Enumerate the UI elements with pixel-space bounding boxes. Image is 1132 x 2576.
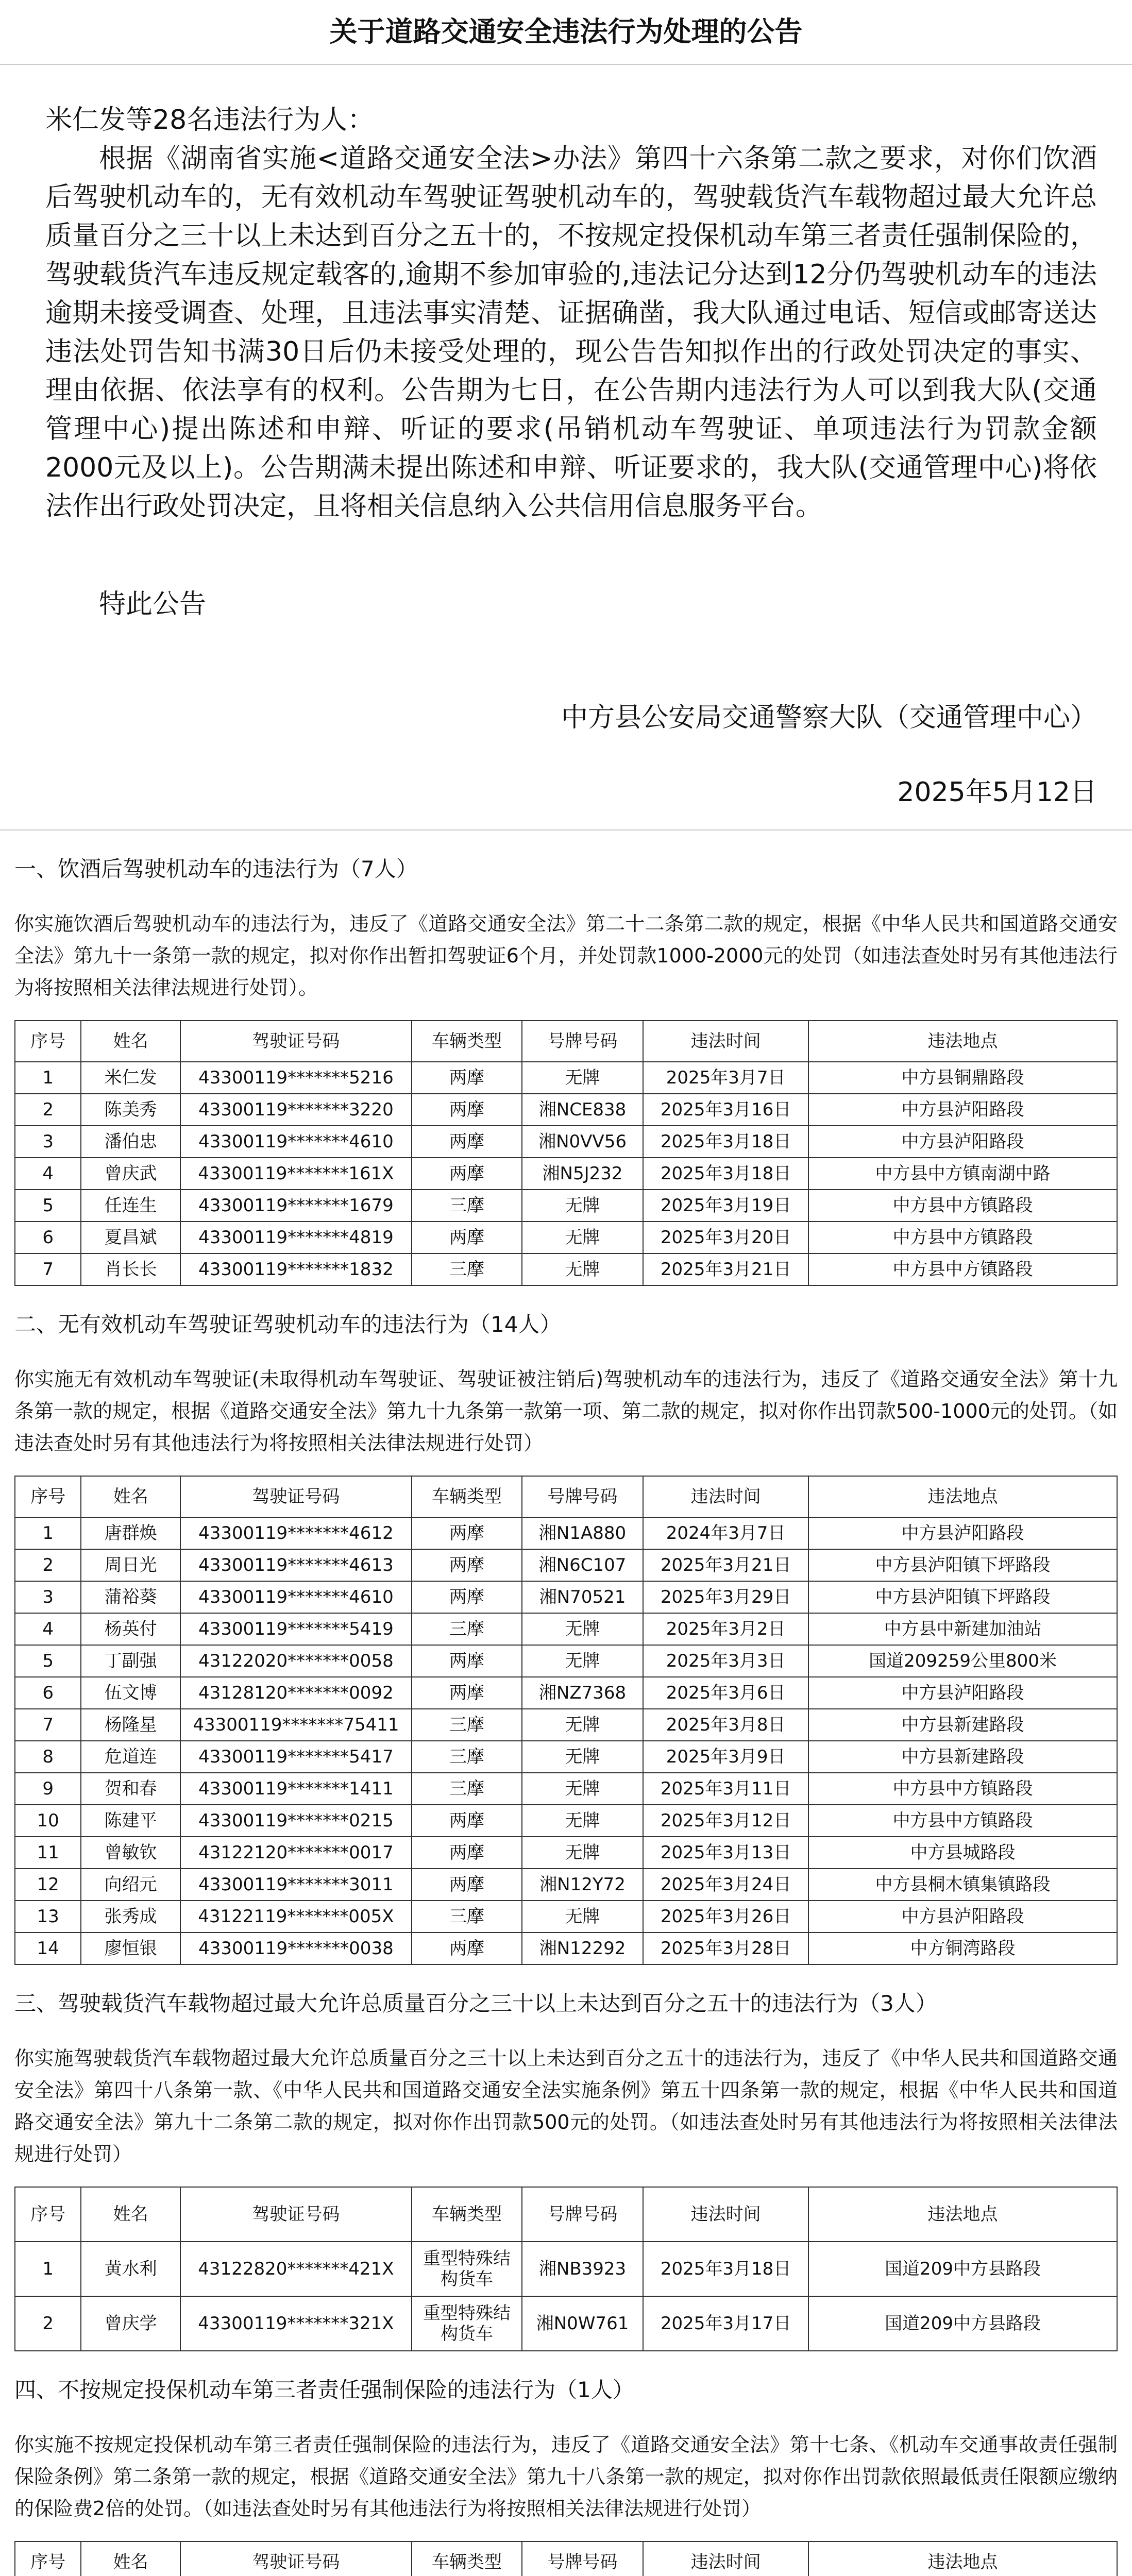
column-header-time: 违法时间: [643, 2541, 808, 2576]
seq-cell: 2: [15, 1549, 81, 1581]
time-cell: 2025年3月16日: [643, 1094, 808, 1126]
column-header-place: 违法地点: [808, 1021, 1117, 1062]
place-cell: 中方县中方镇路段: [808, 1253, 1117, 1285]
table-row: [15, 1901, 1117, 1933]
column-header-name: 姓名: [81, 2541, 180, 2576]
vehicle-type-cell: 两摩: [412, 1222, 522, 1253]
vehicle-type-cell: 重型特殊结构货车: [412, 2242, 522, 2296]
column-header-plate: 号牌号码: [522, 1476, 643, 1517]
place-cell: 中方县铜鼎路段: [808, 1062, 1117, 1094]
name-cell: 蒲裕葵: [81, 1581, 180, 1613]
vehicle-type-cell: 三摩: [412, 1613, 522, 1645]
place-cell: 中方县中方镇路段: [808, 1805, 1117, 1837]
seq-cell: 9: [15, 1773, 81, 1805]
place-cell: 中方县城路段: [808, 1837, 1117, 1869]
license-cell: 43300119*******4610: [180, 1126, 412, 1158]
plate-cell: 湘N6C107: [522, 1549, 643, 1581]
place-cell: 中方县泸阳路段: [808, 1901, 1117, 1933]
violation-table: [14, 2541, 1118, 2576]
table-row: [15, 1549, 1117, 1581]
salutation: 米仁发等28名违法行为人：: [45, 105, 375, 135]
table-row: [15, 1517, 1117, 1549]
table-row: [15, 1190, 1117, 1222]
place-cell: 中方县泸阳路段: [808, 1126, 1117, 1158]
vehicle-type-cell: 三摩: [412, 1190, 522, 1222]
license-cell: 43300119*******4819: [180, 1222, 412, 1253]
column-header-time: 违法时间: [643, 1021, 808, 1062]
seq-cell: 10: [15, 1805, 81, 1837]
violation-sections: [14, 853, 1118, 2576]
section-description: 你实施饮酒后驾驶机动车的违法行为，违反了《道路交通安全法》第二十二条第二款的规定，根据《中华人民共和国道路交通安全法》第九十一条第一款的规定，拟对你作出暂扣驾驶证6个月，并处罚款1000-2000元的处罚（如违法查处时另有其他违法行为将按照相关法律法规进行处罚）。: [14, 912, 1118, 999]
column-header-vehicle-type: 车辆类型: [412, 2187, 522, 2242]
vehicle-type-cell: 三摩: [412, 1709, 522, 1741]
column-header-vehicle-type: 车辆类型: [412, 2541, 522, 2576]
time-cell: 2025年3月21日: [643, 1549, 808, 1581]
name-cell: 米仁发: [81, 1062, 180, 1094]
section-description: 你实施无有效机动车驾驶证(未取得机动车驾驶证、驾驶证被注销后)驾驶机动车的违法行为，违反了《道路交通安全法》第十九条第一款的规定，根据《道路交通安全法》第九十九条第一款第一项、第二款的规定，拟对你作出罚款500-1000元的处罚。（如违法查处时另有其他违法行为将按照相关法律法规进行处罚）: [14, 1368, 1118, 1454]
name-cell: 潘伯忠: [81, 1126, 180, 1158]
license-cell: 43300119*******161X: [180, 1158, 412, 1190]
place-cell: 国道209中方县路段: [808, 2242, 1117, 2296]
name-cell: 丁副强: [81, 1645, 180, 1677]
violation-section: [14, 1309, 1118, 1965]
name-cell: 杨隆星: [81, 1709, 180, 1741]
issue-date: 2025年5月12日: [897, 777, 1097, 808]
plate-cell: 湘NZ7368: [522, 1677, 643, 1709]
table-row: [15, 1581, 1117, 1613]
place-cell: 中方县泸阳路段: [808, 1094, 1117, 1126]
time-cell: 2025年3月3日: [643, 1645, 808, 1677]
violation-section: [14, 853, 1118, 1286]
name-cell: 陈美秀: [81, 1094, 180, 1126]
section-description: 你实施不按规定投保机动车第三者责任强制保险的违法行为，违反了《道路交通安全法》第十七条、《机动车交通事故责任强制保险条例》第二条第一款的规定，根据《道路交通安全法》第九十八条第一款的规定，拟对你作出罚款依照最低责任限额应缴纳的保险费2倍的处罚。（如违法查处时另有其他违法行为将按照相关法律法规进行处罚）: [14, 2433, 1118, 2520]
time-cell: 2025年3月18日: [643, 1158, 808, 1190]
table-row: [15, 1869, 1117, 1901]
seq-cell: 13: [15, 1901, 81, 1933]
table-header-row: [15, 1021, 1117, 1062]
table-row: [15, 1253, 1117, 1285]
place-cell: 国道209中方县路段: [808, 2296, 1117, 2351]
time-cell: 2025年3月20日: [643, 1222, 808, 1253]
table-row: [15, 2296, 1117, 2351]
license-cell: 43128120*******0092: [180, 1677, 412, 1709]
name-cell: 廖恒银: [81, 1933, 180, 1964]
time-cell: 2025年3月12日: [643, 1805, 808, 1837]
plate-cell: 无牌: [522, 1741, 643, 1773]
time-cell: 2025年3月18日: [643, 1126, 808, 1158]
vehicle-type-cell: 两摩: [412, 1158, 522, 1190]
place-cell: 中方县泸阳镇下坪路段: [808, 1549, 1117, 1581]
column-header-seq: 序号: [15, 2541, 81, 2576]
vehicle-type-cell: 两摩: [412, 1677, 522, 1709]
license-cell: 43122020*******0058: [180, 1645, 412, 1677]
place-cell: 中方县泸阳路段: [808, 1517, 1117, 1549]
plate-cell: 无牌: [522, 1805, 643, 1837]
time-cell: 2025年3月29日: [643, 1581, 808, 1613]
place-cell: 中方县桐木镇集镇路段: [808, 1869, 1117, 1901]
table-row: [15, 1222, 1117, 1253]
signature-block: [14, 699, 1118, 812]
license-cell: 43300119*******0038: [180, 1933, 412, 1964]
time-cell: 2025年3月2日: [643, 1613, 808, 1645]
name-cell: 曾庆学: [81, 2296, 180, 2351]
table-row: [15, 1773, 1117, 1805]
license-cell: 43300119*******4612: [180, 1517, 412, 1549]
vehicle-type-cell: 三摩: [412, 1741, 522, 1773]
name-cell: 陈建平: [81, 1805, 180, 1837]
table-row: [15, 1062, 1117, 1094]
time-cell: 2025年3月28日: [643, 1933, 808, 1964]
place-cell: 中方铜湾路段: [808, 1933, 1117, 1964]
column-header-license: 驾驶证号码: [180, 1476, 412, 1517]
name-cell: 向绍元: [81, 1869, 180, 1901]
name-cell: 曾敏钦: [81, 1837, 180, 1869]
license-cell: 43122119*******005X: [180, 1901, 412, 1933]
table-row: [15, 1613, 1117, 1645]
section-title: 三、驾驶载货汽车载物超过最大允许总质量百分之三十以上未达到百分之五十的违法行为（3人）: [14, 1991, 937, 2016]
time-cell: 2025年3月17日: [643, 2296, 808, 2351]
plate-cell: 湘NB3923: [522, 2242, 643, 2296]
column-header-place: 违法地点: [808, 2541, 1117, 2576]
place-cell: 中方县中方镇路段: [808, 1190, 1117, 1222]
plate-cell: 湘N5J232: [522, 1158, 643, 1190]
seq-cell: 5: [15, 1645, 81, 1677]
column-header-seq: 序号: [15, 1021, 81, 1062]
place-cell: 中方县中方镇路段: [808, 1773, 1117, 1805]
seq-cell: 3: [15, 1126, 81, 1158]
name-cell: 张秀成: [81, 1901, 180, 1933]
column-header-vehicle-type: 车辆类型: [412, 1476, 522, 1517]
time-cell: 2025年3月11日: [643, 1773, 808, 1805]
time-cell: 2025年3月6日: [643, 1677, 808, 1709]
plate-cell: 无牌: [522, 1709, 643, 1741]
column-header-name: 姓名: [81, 1476, 180, 1517]
seq-cell: 7: [15, 1709, 81, 1741]
time-cell: 2025年3月8日: [643, 1709, 808, 1741]
seq-cell: 1: [15, 1062, 81, 1094]
time-cell: 2025年3月19日: [643, 1190, 808, 1222]
license-cell: 43300119*******75411: [180, 1709, 412, 1741]
plate-cell: 湘N12292: [522, 1933, 643, 1964]
plate-cell: 无牌: [522, 1645, 643, 1677]
license-cell: 43300119*******4610: [180, 1581, 412, 1613]
section-title: 二、无有效机动车驾驶证驾驶机动车的违法行为（14人）: [14, 1312, 562, 1337]
plate-cell: 无牌: [522, 1773, 643, 1805]
plate-cell: 无牌: [522, 1253, 643, 1285]
seq-cell: 4: [15, 1158, 81, 1190]
plate-cell: 湘NCE838: [522, 1094, 643, 1126]
violation-section: [14, 1988, 1118, 2351]
plate-cell: 无牌: [522, 1837, 643, 1869]
plate-cell: 湘N12Y72: [522, 1869, 643, 1901]
place-cell: 中方县泸阳镇下坪路段: [808, 1581, 1117, 1613]
vehicle-type-cell: 重型特殊结构货车: [412, 2296, 522, 2351]
license-cell: 43300119*******4613: [180, 1549, 412, 1581]
place-cell: 中方县泸阳路段: [808, 1677, 1117, 1709]
column-header-license: 驾驶证号码: [180, 2187, 412, 2242]
seq-cell: 6: [15, 1677, 81, 1709]
column-header-time: 违法时间: [643, 2187, 808, 2242]
notice-body: [14, 65, 1118, 624]
license-cell: 43300119*******3220: [180, 1094, 412, 1126]
vehicle-type-cell: 三摩: [412, 1901, 522, 1933]
table-header-row: [15, 2541, 1117, 2576]
section-description: 你实施驾驶载货汽车载物超过最大允许总质量百分之三十以上未达到百分之五十的违法行为，违反了《中华人民共和国道路交通安全法》第四十八条第一款、《中华人民共和国道路交通安全法实施条例》第五十四条第一款的规定，根据《中华人民共和国道路交通安全法》第九十二条第二款的规定，拟对你作出罚款500元的处罚。（如违法查处时另有其他违法行为将按照相关法律法规进行处罚）: [14, 2047, 1118, 2165]
table-row: [15, 2242, 1117, 2296]
plate-cell: 湘N0W761: [522, 2296, 643, 2351]
name-cell: 周日光: [81, 1549, 180, 1581]
column-header-seq: 序号: [15, 2187, 81, 2242]
table-header-row: [15, 2187, 1117, 2242]
license-cell: 43300119*******1411: [180, 1773, 412, 1805]
vehicle-type-cell: 两摩: [412, 1645, 522, 1677]
time-cell: 2025年3月9日: [643, 1741, 808, 1773]
section-title: 一、饮酒后驾驶机动车的违法行为（7人）: [14, 856, 418, 882]
license-cell: 43300119*******0215: [180, 1805, 412, 1837]
table-row: [15, 1837, 1117, 1869]
table-row: [15, 1741, 1117, 1773]
column-header-plate: 号牌号码: [522, 2187, 643, 2242]
seq-cell: 4: [15, 1613, 81, 1645]
license-cell: 43122820*******421X: [180, 2242, 412, 2296]
table-row: [15, 1933, 1117, 1964]
column-header-name: 姓名: [81, 2187, 180, 2242]
place-cell: 中方县中方镇南湖中路: [808, 1158, 1117, 1190]
name-cell: 杨英付: [81, 1613, 180, 1645]
name-cell: 危道连: [81, 1741, 180, 1773]
plate-cell: 无牌: [522, 1901, 643, 1933]
vehicle-type-cell: 两摩: [412, 1062, 522, 1094]
seq-cell: 12: [15, 1869, 81, 1901]
seq-cell: 8: [15, 1741, 81, 1773]
plate-cell: 湘N0VV56: [522, 1126, 643, 1158]
time-cell: 2025年3月24日: [643, 1869, 808, 1901]
plate-cell: 无牌: [522, 1222, 643, 1253]
violation-table: [14, 1020, 1118, 1286]
plate-cell: 湘N70521: [522, 1581, 643, 1613]
license-cell: 43300119*******1679: [180, 1190, 412, 1222]
seq-cell: 7: [15, 1253, 81, 1285]
vehicle-type-cell: 两摩: [412, 1549, 522, 1581]
vehicle-type-cell: 两摩: [412, 1933, 522, 1964]
vehicle-type-cell: 三摩: [412, 1773, 522, 1805]
seq-cell: 5: [15, 1190, 81, 1222]
column-header-seq: 序号: [15, 1476, 81, 1517]
column-header-plate: 号牌号码: [522, 2541, 643, 2576]
name-cell: 伍文博: [81, 1677, 180, 1709]
name-cell: 曾庆武: [81, 1158, 180, 1190]
name-cell: 黄水利: [81, 2242, 180, 2296]
special-notice: 特此公告: [99, 589, 207, 620]
time-cell: 2025年3月13日: [643, 1837, 808, 1869]
license-cell: 43300119*******1832: [180, 1253, 412, 1285]
place-cell: 中方县新建路段: [808, 1709, 1117, 1741]
violation-section: [14, 2374, 1118, 2576]
page-title: 关于道路交通安全违法行为处理的公告: [0, 0, 1132, 65]
vehicle-type-cell: 两摩: [412, 1094, 522, 1126]
table-row: [15, 1709, 1117, 1741]
issuing-organization: 中方县公安局交通警察大队（交通管理中心）: [561, 702, 1097, 733]
name-cell: 贺和春: [81, 1773, 180, 1805]
seq-cell: 3: [15, 1581, 81, 1613]
column-header-place: 违法地点: [808, 2187, 1117, 2242]
vehicle-type-cell: 两摩: [412, 1581, 522, 1613]
license-cell: 43300119*******321X: [180, 2296, 412, 2351]
name-cell: 夏昌斌: [81, 1222, 180, 1253]
plate-cell: 无牌: [522, 1190, 643, 1222]
table-row: [15, 1677, 1117, 1709]
vehicle-type-cell: 两摩: [412, 1869, 522, 1901]
plate-cell: 无牌: [522, 1613, 643, 1645]
license-cell: 43300119*******3011: [180, 1869, 412, 1901]
place-cell: 中方县中方镇路段: [808, 1222, 1117, 1253]
plate-cell: 无牌: [522, 1062, 643, 1094]
column-header-time: 违法时间: [643, 1476, 808, 1517]
seq-cell: 14: [15, 1933, 81, 1964]
column-header-license: 驾驶证号码: [180, 2541, 412, 2576]
seq-cell: 11: [15, 1837, 81, 1869]
column-header-license: 驾驶证号码: [180, 1021, 412, 1062]
violation-table: [14, 1476, 1118, 1965]
column-header-place: 违法地点: [808, 1476, 1117, 1517]
license-cell: 43300119*******5419: [180, 1613, 412, 1645]
place-cell: 国道209259公里800米: [808, 1645, 1117, 1677]
vehicle-type-cell: 两摩: [412, 1805, 522, 1837]
seq-cell: 6: [15, 1222, 81, 1253]
column-header-name: 姓名: [81, 1021, 180, 1062]
license-cell: 43122120*******0017: [180, 1837, 412, 1869]
table-row: [15, 1805, 1117, 1837]
section-title: 四、不按规定投保机动车第三者责任强制保险的违法行为（1人）: [14, 2377, 634, 2402]
seq-cell: 2: [15, 2296, 81, 2351]
place-cell: 中方县中新建加油站: [808, 1613, 1117, 1645]
vehicle-type-cell: 两摩: [412, 1517, 522, 1549]
seq-cell: 2: [15, 1094, 81, 1126]
time-cell: 2025年3月26日: [643, 1901, 808, 1933]
place-cell: 中方县新建路段: [808, 1741, 1117, 1773]
table-row: [15, 1158, 1117, 1190]
license-cell: 43300119*******5417: [180, 1741, 412, 1773]
table-header-row: [15, 1476, 1117, 1517]
time-cell: 2025年3月7日: [643, 1062, 808, 1094]
column-header-plate: 号牌号码: [522, 1021, 643, 1062]
time-cell: 2025年3月18日: [643, 2242, 808, 2296]
notice-text: 根据《湖南省实施<道路交通安全法>办法》第四十六条第二款之要求，对你们饮酒后驾驶机动车的，无有效机动车驾驶证驾驶机动车的，驾驶载货汽车载物超过最大允许总质量百分之三十以上未达到百分之五十的，不按规定投保机动车第三者责任强制保险的，驾驶载货汽车违反规定载客的,逾期不参加审验的,违法记分达到12分仍驾驶机动车的违法逾期未接受调查、处理，且违法事实清楚、证据确凿，我大队通过电话、短信或邮寄送达违法处罚告知书满30日后仍未接受处理的，现公告告知拟作出的行政处罚决定的事实、理由依据、依法享有的权利。公告期为七日，在公告期内违法行为人可以到我大队(交通管理中心)提出陈述和申辩、听证的要求(吊销机动车驾驶证、单项违法行为罚款金额2000元及以上)。公告期满未提出陈述和申辩、听证要求的，我大队(交通管理中心)将依法作出行政处罚决定，且将相关信息纳入公共信用信息服务平台。: [45, 143, 1097, 522]
plate-cell: 湘N1A880: [522, 1517, 643, 1549]
table-row: [15, 1126, 1117, 1158]
name-cell: 任连生: [81, 1190, 180, 1222]
name-cell: 肖长长: [81, 1253, 180, 1285]
vehicle-type-cell: 两摩: [412, 1837, 522, 1869]
column-header-vehicle-type: 车辆类型: [412, 1021, 522, 1062]
vehicle-type-cell: 两摩: [412, 1126, 522, 1158]
vehicle-type-cell: 三摩: [412, 1253, 522, 1285]
violation-table: [14, 2187, 1118, 2351]
time-cell: 2025年3月21日: [643, 1253, 808, 1285]
license-cell: 43300119*******5216: [180, 1062, 412, 1094]
time-cell: 2024年3月7日: [643, 1517, 808, 1549]
table-row: [15, 1645, 1117, 1677]
seq-cell: 1: [15, 2242, 81, 2296]
table-row: [15, 1094, 1117, 1126]
name-cell: 唐群焕: [81, 1517, 180, 1549]
seq-cell: 1: [15, 1517, 81, 1549]
divider: [0, 829, 1132, 831]
